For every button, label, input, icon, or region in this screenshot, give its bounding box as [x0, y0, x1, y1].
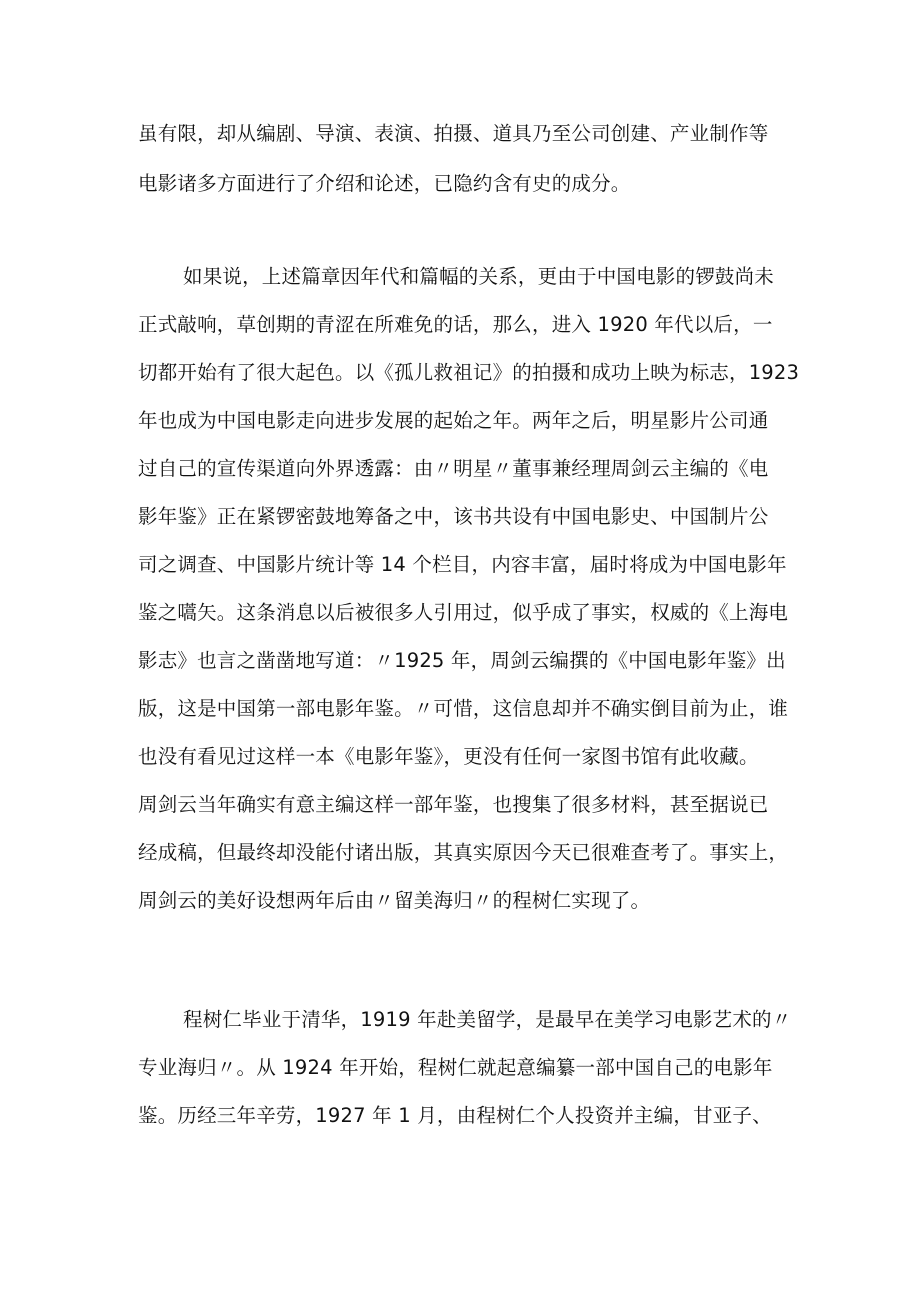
text-line: 年也成为中国电影走向进步发展的起始之年。两年之后，明星影片公司通	[138, 409, 769, 432]
text-line: 虽有限，却从编剧、导演、表演、拍摄、道具乃至公司创建、产业制作等	[138, 122, 769, 145]
text-line: 程树仁毕业于清华，1919 年赴美留学，是最早在美学习电影艺术的〃	[183, 1008, 792, 1031]
text-line: 版，这是中国第一部电影年鉴。〃可惜，这信息却并不确实倒目前为止，谁	[138, 697, 789, 720]
text-line: 过自己的宣传渠道向外界透露：由〃明星〃董事兼经理周剑云主编的《电	[138, 457, 769, 480]
text-line: 司之调查、中国影片统计等 14 个栏目，内容丰富，届时将成为中国电影年	[138, 553, 787, 576]
text-line: 鉴。历经三年辛劳，1927 年 1 月，由程树仁个人投资并主编，甘亚子、	[138, 1104, 772, 1127]
text-line: 也没有看见过这样一本《电影年鉴》，更没有任何一家图书馆有此收藏。	[138, 745, 759, 768]
text-line: 如果说，上述篇章因年代和篇幅的关系，更由于中国电影的锣鼓尚未	[183, 265, 775, 288]
text-line: 影年鉴》正在紧锣密鼓地筹备之中，该书共设有中国电影史、中国制片公	[138, 505, 769, 528]
text-line: 周剑云当年确实有意主编这样一部年鉴，也搜集了很多材料，甚至据说已	[138, 793, 769, 816]
text-line: 鉴之嚆矢。这条消息以后被很多人引用过，似乎成了事实，权威的《上海电	[138, 601, 789, 624]
text-line: 专业海归〃。从 1924 年开始，程树仁就起意编纂一部中国自己的电影年	[138, 1056, 773, 1079]
text-line: 经成稿，但最终却没能付诸出版，其真实原因今天已很难查考了。事实上，	[138, 841, 789, 864]
text-line: 电影诸多方面进行了介绍和论述，已隐约含有史的成分。	[138, 172, 631, 195]
text-line: 影志》也言之凿凿地写道：〃1925 年，周剑云编撰的《中国电影年鉴》出	[138, 649, 786, 672]
text-line: 周剑云的美好设想两年后由〃留美海归〃的程树仁实现了。	[138, 889, 651, 912]
text-line: 切都开始有了很大起色。以《孤儿救祖记》的拍摄和成功上映为标志，1923	[138, 361, 800, 384]
text-line: 正式敲响，草创期的青涩在所难免的话，那么，进入 1920 年代以后，一	[138, 313, 773, 336]
